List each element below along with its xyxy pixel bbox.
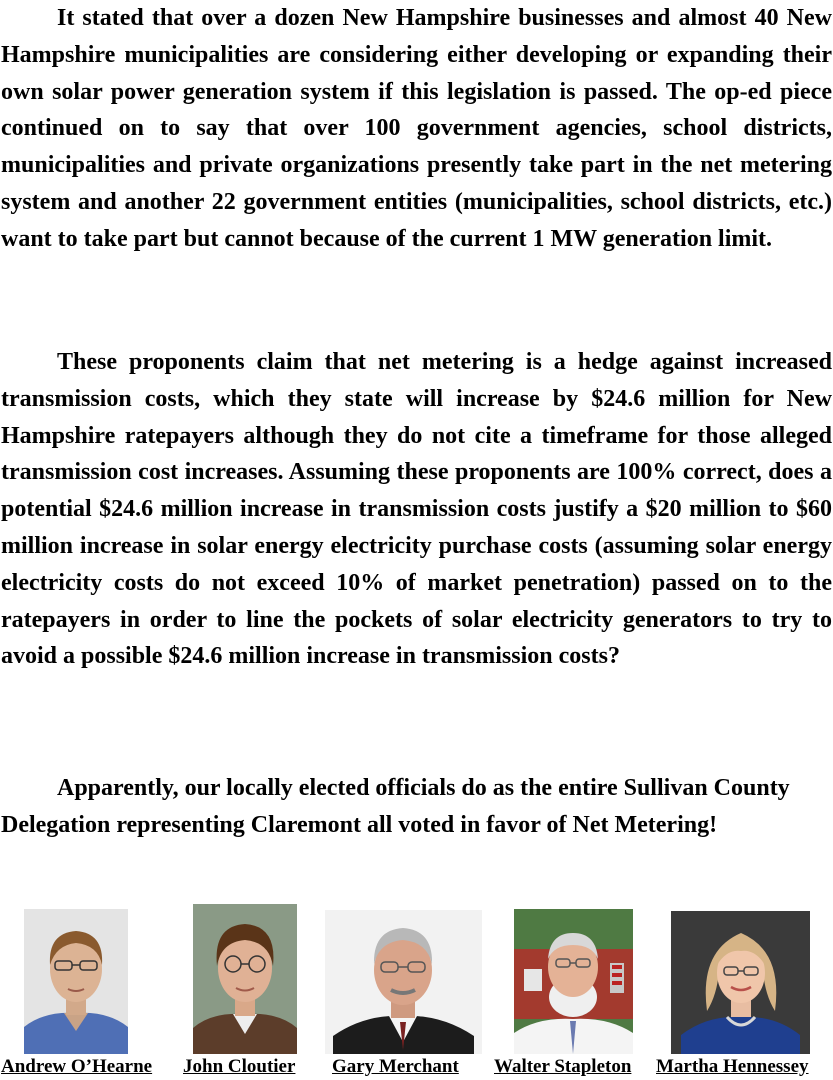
official-name-gary-merchant: Gary Merchant (332, 1056, 459, 1077)
official-name-andrew-ohearne: Andrew O’Hearne (1, 1056, 153, 1077)
official-name-walter-stapleton: Walter Stapleton (494, 1056, 632, 1077)
official-photo-walter-stapleton (514, 909, 633, 1054)
official-name-john-cloutier: John Cloutier (183, 1056, 296, 1077)
paragraph-2: These proponents claim that net metering is a hedge against increased transmission costs, which they state will increase by $24.6 million for New Hampshire ratepayers although they do not cite a timeframe for those alleged transmission cost increases. Assuming these proponents are 100% correct, does a potential $24.6 million increase in transmission costs justify a $20 million to $60 million increase in solar energy electricity purchase costs (assuming solar energy electricity costs do not exceed 10% of market penetration) passed on to the ratepayers in order to line the pockets of solar electricity generators to try to avoid a possible $24.6 million increase in transmission costs? (1, 349, 832, 670)
official-name-martha-hennessey: Martha Hennessey (656, 1056, 809, 1077)
paragraph-3: Apparently, our locally elected officials do as the entire Sullivan County Delegation representing Claremont all voted in favor of Net Metering! (1, 775, 790, 838)
paragraph-1: It stated that over a dozen New Hampshire businesses and almost 40 New Hampshire municipalities are considering either developing or expanding their own solar power generation system if this legislation is passed. The op-ed piece continued on to say that over 100 government agencies, school districts, municipalities and private organizations presently take part in the net metering system and another 22 government entities (municipalities, school districts, etc.) want to take part but cannot because of the current 1 MW generation limit. (1, 5, 832, 252)
official-photo-john-cloutier (193, 904, 297, 1054)
official-photo-gary-merchant (325, 910, 482, 1054)
official-photo-andrew-ohearne (24, 909, 128, 1054)
official-photo-martha-hennessey (671, 911, 810, 1054)
